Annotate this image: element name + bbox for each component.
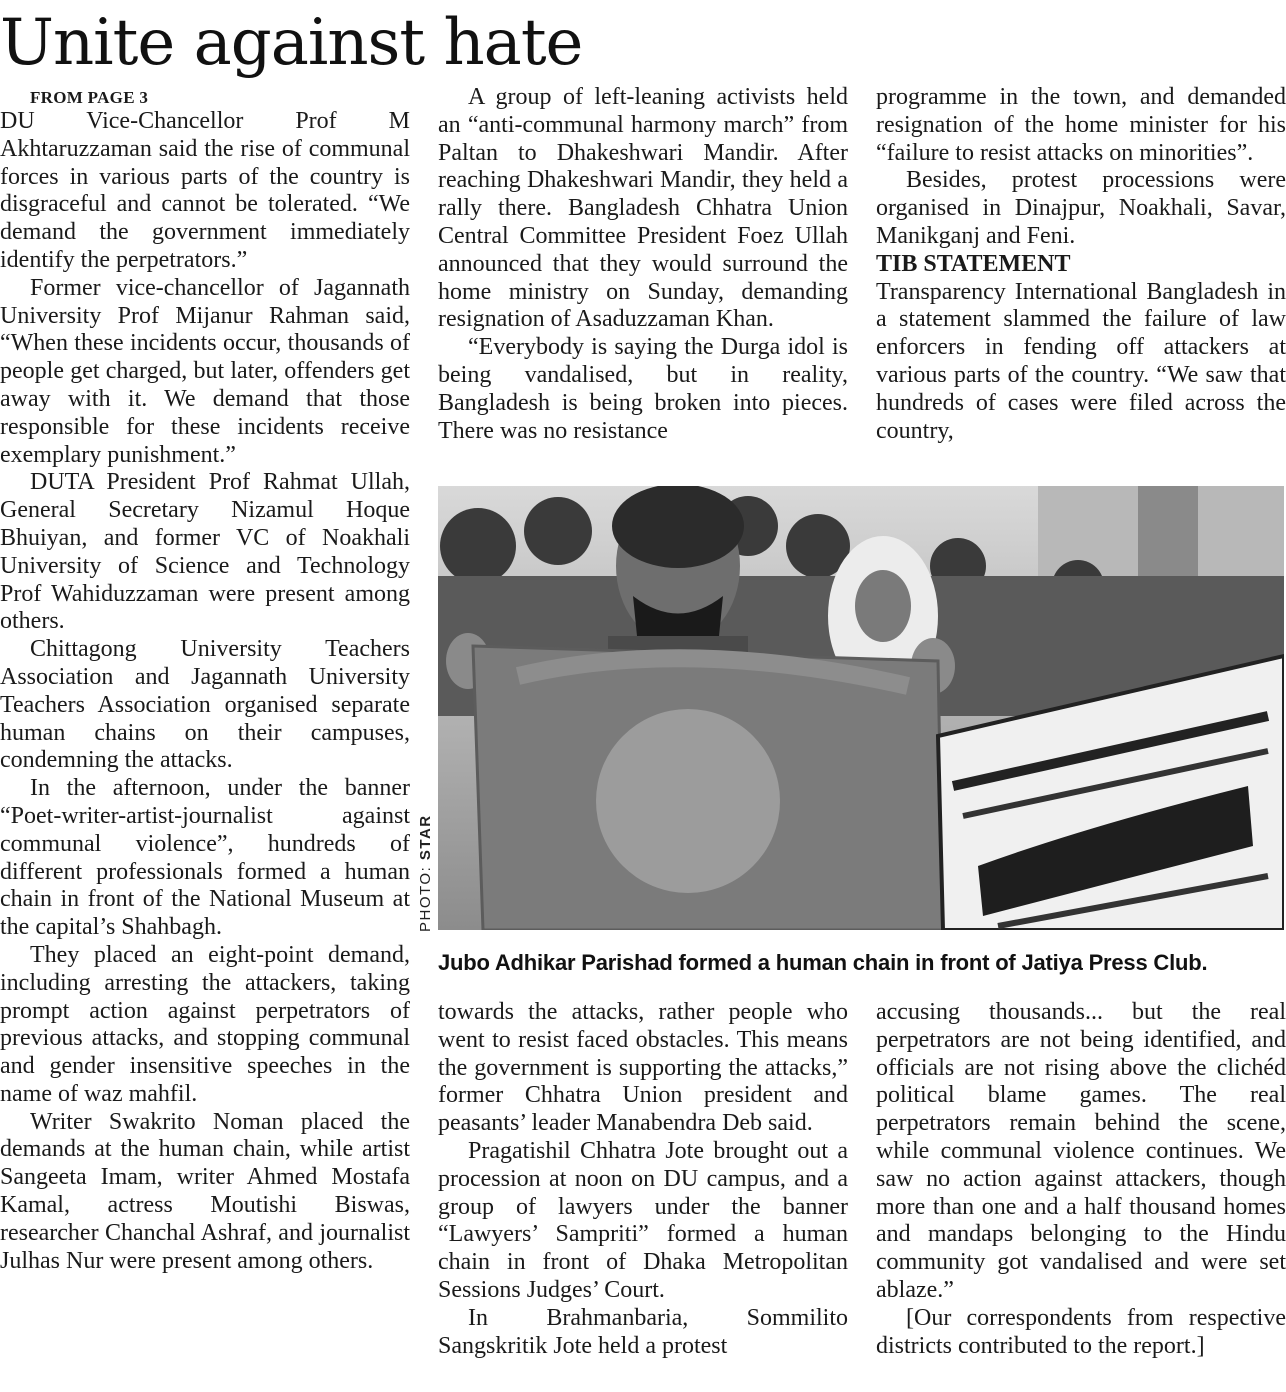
paragraph: accusing thousands... but the real perpetrators are not being identified, and officials are not rising above the clichéd political blame games. The real perpetrators remain behind the scene, while communal violence continues. We saw no action against attackers, though more than one and a half thousand homes and mandaps belonging to the Hindu community got vandalised and were set ablaze.” — [876, 999, 1286, 1303]
paragraph: Writer Swakrito Noman placed the demands at the human chain, while artist Sangeeta Imam, writer Ahmed Mostafa Kamal, actress Moutishi Biswas, researcher Chanchal Ashraf, and journalist Julhas Nur were present among others. — [0, 1108, 410, 1274]
paragraph: Transparency International Bangladesh in a statement slammed the failure of law enforcers in fending off attackers at various parts of the country. “We saw that hundreds of cases were filed across the country, — [876, 278, 1286, 444]
paragraph: In Brahmanbaria, Sommilito Sangskritik Jote held a protest — [438, 1304, 848, 1359]
closing-note: [Our correspondents from respective districts contributed to the report.] — [876, 1304, 1286, 1359]
protest-photo-illustration — [438, 486, 1284, 930]
news-photo — [438, 486, 1284, 930]
paragraph: Pragatishil Chhatra Jote brought out a procession at noon on DU campus, and a group of lawyers under the banner “Lawyers’ Sampriti” formed a human chain in front of Dhaka Metropolitan Sessions Judges’ Court. — [438, 1137, 848, 1303]
article-column-1 — [0, 88, 410, 1388]
paragraph: Former vice-chancellor of Jagannath University Prof Mijanur Rahman said, “When these incidents occur, thousands of people get charged, but later, offenders get away with it. We demand that those responsible for these incidents receive exemplary punishment.” — [0, 274, 410, 468]
photo-credit-prefix: PHOTO: — [417, 860, 434, 932]
continued-from-label: FROM PAGE 3 — [30, 88, 149, 107]
headline: Unite against hate — [0, 6, 583, 80]
paragraph: In the afternoon, under the banner “Poet-writer-artist-journalist against communal violence”, hundreds of different professionals formed a human chain in front of the National Museum at the capital’s Shahbagh. — [0, 775, 410, 941]
paragraph: DUTA President Prof Rahmat Ullah, General Secretary Nizamul Hoque Bhuiyan, and former VC of Noakhali University of Science and Technology Prof Wahiduzzaman were present among others. — [0, 469, 410, 635]
paragraph: “Everybody is saying the Durga idol is being vandalised, but in reality, Bangladesh is being broken into pieces. There was no resistance — [438, 334, 848, 444]
paragraph: programme in the town, and demanded resignation of the home minister for his “failure to resist attacks on minorities”. — [876, 84, 1286, 166]
paragraph: Besides, protest processions were organised in Dinajpur, Noakhali, Savar, Manikganj and Feni. — [876, 167, 1286, 249]
article-column-2-bottom — [438, 999, 848, 1389]
paragraph: A group of left-leaning activists held an “anti-communal harmony march” from Paltan to Dhakeshwari Mandir. After reaching Dhakeshwari Mandir, they held a rally there. Bangladesh Chhatra Union Central Committee President Foez Ullah announced that they would surround the home ministry on Sunday, demanding resignation of Asaduzzaman Khan. — [438, 84, 848, 333]
paragraph: Chittagong University Teachers Association and Jagannath University Teachers Association organised separate human chains on their campuses, condemning the attacks. — [0, 636, 410, 774]
paragraph: DU Vice-Chancellor Prof M Akhtaruzzaman said the rise of communal forces in various parts of the country is disgraceful and cannot be tolerated. “We demand the government immediately identify the perpetrators.” — [0, 108, 410, 273]
photo-credit — [417, 814, 547, 932]
article-column-3-top — [876, 84, 1286, 474]
photo-credit-source: STAR — [417, 814, 434, 861]
subheading: TIB STATEMENT — [876, 250, 1071, 277]
article-column-2-top — [438, 84, 848, 474]
photo-caption: Jubo Adhikar Parishad formed a human chain in front of Jatiya Press Club. — [438, 950, 1208, 975]
paragraph: They placed an eight-point demand, including arresting the attackers, taking prompt action against perpetrators of previous attacks, and stopping communal and gender insensitive speeches in the name of waz mahfil. — [0, 941, 410, 1107]
article-column-3-bottom — [876, 999, 1286, 1389]
paragraph: towards the attacks, rather people who went to resist faced obstacles. This means the government is supporting the attacks,” former Chhatra Union president and peasants’ leader Manabendra Deb said. — [438, 999, 848, 1137]
